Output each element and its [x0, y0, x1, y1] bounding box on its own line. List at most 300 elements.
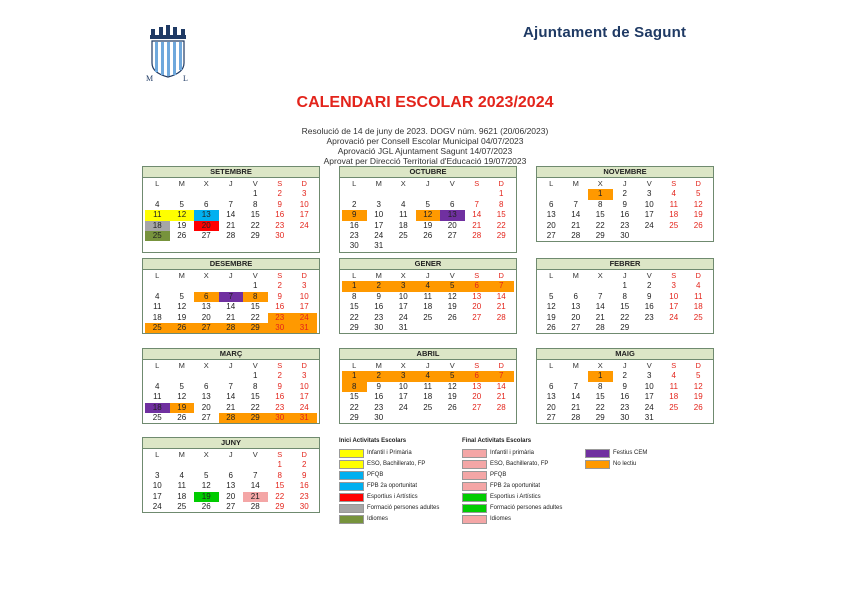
legend-label: No lectiu	[613, 461, 637, 467]
legend-swatch	[339, 460, 364, 469]
calendar-day: 10	[669, 291, 679, 301]
weekday-header: S	[474, 361, 480, 370]
calendar-day: 15	[250, 210, 260, 220]
calendar-day: 22	[496, 220, 506, 230]
calendar-day: 28	[571, 230, 581, 240]
weekday-header: L	[352, 179, 357, 188]
calendar-day: 19	[693, 392, 703, 402]
legend-label: Esportius i Artístics	[490, 494, 541, 500]
calendar-day-highlighted: 9	[342, 210, 367, 220]
month-setembre	[142, 166, 320, 253]
calendar-day: 10	[299, 199, 309, 209]
weekday-header: L	[549, 361, 554, 370]
calendar-day: 24	[152, 501, 162, 511]
calendar-day: 4	[155, 381, 160, 391]
calendar-day: 21	[571, 220, 581, 230]
calendar-day: 13	[546, 210, 556, 220]
weekday-header: M	[572, 271, 579, 280]
calendar-day: 27	[472, 402, 482, 412]
legend-swatch	[462, 460, 487, 469]
calendar-day: 5	[179, 199, 184, 209]
empty-day	[465, 323, 490, 333]
empty-day	[662, 323, 687, 333]
calendar-day: 12	[447, 381, 457, 391]
calendar-day-highlighted: 18	[145, 221, 170, 231]
calendar-day: 20	[546, 220, 556, 230]
calendar-day: 7	[573, 199, 578, 209]
calendar-day-highlighted: 31	[292, 323, 317, 333]
calendar-day: 11	[423, 381, 432, 391]
calendar-day: 28	[595, 322, 605, 332]
calendar-day: 9	[277, 199, 282, 209]
weekday-header: M	[375, 271, 382, 280]
calendar-day: 6	[549, 199, 554, 209]
weekday-header: L	[155, 361, 160, 370]
weekday-header: X	[203, 450, 209, 459]
weekday-header: J	[425, 271, 430, 280]
calendar-day: 3	[376, 199, 381, 209]
legend-label: Idiomes	[367, 516, 389, 522]
calendar-day: 15	[250, 302, 260, 312]
calendar-day-highlighted: 5	[440, 281, 465, 291]
calendar-day: 22	[250, 220, 260, 230]
legend-swatch	[585, 460, 610, 469]
calendar-day-highlighted: 4	[416, 371, 441, 381]
empty-day	[416, 189, 441, 199]
weekday-header: S	[671, 179, 677, 188]
meta-line-jgl: Aprovació JGL Ajuntament Sagunt 14/07/2023	[337, 146, 513, 156]
calendar-day: 20	[447, 220, 457, 230]
weekday-header: J	[425, 361, 430, 370]
calendar-day: 25	[693, 312, 703, 322]
empty-day	[489, 323, 514, 333]
calendar-day: 23	[644, 312, 654, 322]
weekday-header: X	[400, 271, 406, 280]
calendar-day: 29	[275, 501, 285, 511]
calendar-day-highlighted: 30	[268, 413, 293, 423]
weekday-header: M	[178, 179, 185, 188]
calendar-day: 16	[349, 220, 359, 230]
empty-day	[539, 371, 564, 381]
calendar-day-highlighted: 11	[145, 210, 170, 220]
weekday-header: D	[695, 179, 701, 188]
calendar-day: 21	[496, 302, 506, 312]
calendar-day: 5	[696, 189, 701, 199]
calendar-day: 30	[299, 501, 309, 511]
calendar-day: 3	[671, 281, 676, 291]
weekday-header: S	[474, 179, 480, 188]
calendar-day: 17	[398, 392, 408, 402]
weekday-header: X	[203, 361, 209, 370]
calendar-day: 14	[226, 210, 236, 220]
calendar-day: 3	[155, 470, 160, 480]
calendar-day: 27	[447, 230, 457, 240]
calendar-day: 18	[693, 302, 703, 312]
weekday-header: M	[375, 361, 382, 370]
empty-day	[539, 281, 564, 291]
calendar-day: 11	[153, 302, 162, 312]
calendar-day: 2	[277, 189, 282, 199]
calendar-day: 26	[201, 501, 211, 511]
calendar-day-highlighted: 8	[243, 292, 268, 302]
empty-day	[170, 189, 195, 199]
empty-day	[170, 281, 195, 291]
page-title: CALENDARI ESCOLAR 2023/2024	[296, 94, 554, 111]
calendar-day: 17	[669, 302, 679, 312]
calendar-day: 28	[496, 402, 506, 412]
calendar-day: 20	[201, 312, 211, 322]
calendar-day: 24	[398, 402, 408, 412]
calendar-day: 19	[447, 302, 457, 312]
calendar-day: 7	[228, 199, 233, 209]
legend-swatch	[339, 449, 364, 458]
calendar-day: 27	[226, 501, 236, 511]
calendar-day: 25	[398, 230, 408, 240]
calendar-day-highlighted: 23	[268, 313, 293, 323]
calendar-day: 22	[620, 312, 630, 322]
calendar-day: 2	[277, 281, 282, 291]
meta-line-resolution: Resolució de 14 de juny de 2023. DOGV núm. 9621 (20/06/2023)	[301, 126, 549, 136]
calendar-day: 10	[644, 199, 654, 209]
calendar-day-highlighted: 31	[292, 413, 317, 423]
empty-day	[145, 371, 170, 381]
legend-label: ESO, Bachillerato, FP	[367, 461, 426, 467]
legend-label: Festius CEM	[613, 450, 648, 456]
legend-swatch	[339, 515, 364, 524]
calendar-day: 9	[622, 381, 627, 391]
month-title: MAIG	[537, 349, 713, 360]
calendar-day: 20	[472, 392, 482, 402]
calendar-day: 29	[250, 230, 260, 240]
calendar-day: 10	[644, 381, 654, 391]
calendar-day: 19	[177, 312, 187, 322]
calendar-day: 4	[155, 291, 160, 301]
calendar-day: 21	[571, 402, 581, 412]
empty-day	[465, 189, 490, 199]
calendar-day: 4	[401, 199, 406, 209]
crest-letter-left: M	[146, 74, 154, 83]
calendar-day: 15	[250, 392, 260, 402]
calendar-day-highlighted: 1	[342, 281, 367, 291]
calendar-day: 16	[644, 302, 654, 312]
calendar-day: 16	[299, 481, 309, 491]
legend-label: PFQB	[490, 472, 507, 478]
calendar-day: 5	[179, 291, 184, 301]
calendar-day: 3	[647, 371, 652, 381]
calendar-day: 11	[423, 291, 432, 301]
empty-day	[391, 413, 416, 423]
calendar-day: 9	[277, 381, 282, 391]
calendar-day: 9	[277, 291, 282, 301]
empty-day	[292, 241, 317, 251]
weekday-header: S	[277, 271, 283, 280]
calendar-day: 14	[472, 210, 482, 220]
calendar-day-highlighted: 18	[145, 403, 170, 413]
calendar-day: 22	[250, 312, 260, 322]
calendar-day-highlighted: 13	[440, 210, 465, 220]
calendar-day: 25	[669, 220, 679, 230]
calendar-day: 23	[374, 312, 384, 322]
calendar-day: 10	[152, 481, 162, 491]
weekday-header: M	[178, 450, 185, 459]
calendar-day-highlighted: 1	[342, 371, 367, 381]
calendar-day: 9	[376, 381, 381, 391]
calendar-day: 5	[179, 381, 184, 391]
calendar-day: 1	[253, 189, 258, 199]
empty-day	[367, 189, 392, 199]
calendar-day: 23	[349, 230, 359, 240]
empty-day	[145, 189, 170, 199]
empty-day	[637, 231, 662, 241]
month-title: DESEMBRE	[143, 259, 319, 270]
weekday-header: S	[474, 271, 480, 280]
calendar-day: 26	[693, 220, 703, 230]
empty-day	[662, 413, 687, 423]
weekday-header: D	[695, 361, 701, 370]
weekday-header: X	[203, 271, 209, 280]
calendar-day-highlighted: 19	[170, 403, 195, 413]
weekday-header: D	[695, 271, 701, 280]
weekday-header: V	[646, 271, 652, 280]
empty-day	[588, 281, 613, 291]
month-marc	[142, 348, 320, 424]
empty-day	[489, 241, 514, 251]
calendar-day: 24	[644, 220, 654, 230]
empty-day	[342, 189, 367, 199]
weekday-header: D	[301, 361, 307, 370]
legend-swatch	[462, 471, 487, 480]
calendar-day: 15	[595, 210, 605, 220]
calendar-day: 14	[226, 302, 236, 312]
calendar-day: 26	[177, 230, 187, 240]
legend-swatch	[462, 504, 487, 513]
calendar-day: 12	[177, 302, 187, 312]
legend-label: FPB 2a oportunitat	[367, 483, 418, 489]
empty-day	[145, 281, 170, 291]
calendar-day: 19	[546, 312, 556, 322]
legend-label: PFQB	[367, 472, 384, 478]
weekday-header: J	[228, 271, 233, 280]
meta-line-direccio: Aprovat per Direcció Territorial d'Educació 19/07/2023	[323, 156, 527, 166]
empty-day	[243, 241, 268, 251]
calendar-day: 18	[423, 302, 433, 312]
calendar-day: 6	[573, 291, 578, 301]
calendar-day: 28	[472, 230, 482, 240]
calendar-day: 15	[496, 210, 506, 220]
calendar-day: 14	[595, 302, 605, 312]
calendar-day-highlighted: 4	[416, 281, 441, 291]
calendar-day: 12	[447, 291, 457, 301]
calendar-day: 2	[302, 460, 307, 470]
weekday-header: M	[572, 179, 579, 188]
weekday-header: V	[449, 361, 455, 370]
calendar-day-highlighted: 27	[194, 323, 219, 333]
empty-day	[219, 460, 244, 470]
weekday-header: L	[549, 179, 554, 188]
calendar-day: 18	[177, 491, 187, 501]
calendar-day-highlighted: 1	[588, 371, 613, 381]
calendar-day: 17	[299, 392, 309, 402]
empty-day	[416, 413, 441, 423]
calendar-day: 8	[499, 199, 504, 209]
calendar-day: 1	[253, 281, 258, 291]
legend-label: FPB 2a oportunitat	[490, 483, 541, 489]
empty-day	[219, 281, 244, 291]
calendar-day: 25	[423, 312, 433, 322]
calendar-day: 31	[644, 412, 654, 422]
calendar-day-highlighted: 25	[145, 231, 170, 241]
empty-day	[662, 231, 687, 241]
calendar-day: 15	[349, 392, 359, 402]
calendar-day: 25	[669, 402, 679, 412]
empty-day	[686, 231, 711, 241]
calendar-day: 5	[549, 291, 554, 301]
calendar-day: 4	[696, 281, 701, 291]
empty-day	[440, 323, 465, 333]
city-name: Ajuntament de Sagunt	[523, 24, 687, 41]
calendar-day: 14	[571, 210, 581, 220]
calendar-day: 21	[226, 312, 236, 322]
month-abril	[339, 348, 517, 424]
calendar-day: 18	[423, 392, 433, 402]
calendar-day: 15	[349, 302, 359, 312]
weekday-header: V	[252, 361, 258, 370]
weekday-header: M	[572, 361, 579, 370]
calendar-day: 9	[622, 199, 627, 209]
calendar-day: 30	[275, 230, 285, 240]
calendar-day: 30	[374, 322, 384, 332]
calendar-day: 2	[277, 371, 282, 381]
weekday-header: M	[178, 271, 185, 280]
month-title: FEBRER	[537, 259, 713, 270]
calendar-day: 13	[201, 392, 211, 402]
weekday-header: J	[228, 361, 233, 370]
legend-label: Infantil i primària	[490, 450, 535, 456]
calendar-day: 24	[299, 220, 309, 230]
empty-day	[292, 231, 317, 241]
calendar-day: 6	[450, 199, 455, 209]
calendar-day: 21	[472, 220, 482, 230]
calendar-day: 23	[620, 402, 630, 412]
calendar-day: 19	[423, 220, 433, 230]
weekday-header: D	[301, 179, 307, 188]
calendar-day: 14	[250, 481, 260, 491]
empty-day	[145, 241, 170, 251]
calendar-day: 1	[622, 281, 627, 291]
calendar-day-highlighted: 30	[268, 323, 293, 333]
calendar-day: 29	[349, 412, 359, 422]
calendar-day: 12	[201, 481, 211, 491]
calendar-day-highlighted: 7	[489, 281, 514, 291]
calendar-day: 10	[299, 291, 309, 301]
calendar-day: 7	[253, 470, 258, 480]
calendar-day: 18	[669, 392, 679, 402]
calendar-day: 23	[374, 402, 384, 412]
calendar-day: 28	[496, 312, 506, 322]
calendar-day-highlighted: 12	[416, 210, 441, 220]
calendar-day: 3	[302, 281, 307, 291]
legend-swatch	[462, 449, 487, 458]
calendar-day: 29	[620, 322, 630, 332]
empty-day	[194, 281, 219, 291]
calendar-day: 13	[472, 291, 482, 301]
calendar-day: 9	[376, 291, 381, 301]
empty-day	[145, 460, 170, 470]
calendar-day-highlighted: 24	[292, 313, 317, 323]
legend-label: ESO, Bachillerato, FP	[490, 461, 549, 467]
weekday-header: X	[597, 271, 603, 280]
calendar-day: 10	[398, 291, 408, 301]
weekday-header: V	[646, 361, 652, 370]
calendar-day-highlighted: 29	[243, 413, 268, 423]
calendar-day: 27	[201, 230, 211, 240]
empty-day	[243, 460, 268, 470]
calendar-day: 13	[571, 302, 581, 312]
empty-day	[465, 413, 490, 423]
empty-day	[686, 413, 711, 423]
calendar-day: 3	[302, 189, 307, 199]
empty-day	[539, 189, 564, 199]
calendar-day-highlighted: 12	[170, 210, 195, 220]
empty-day	[440, 189, 465, 199]
month-title: GENER	[340, 259, 516, 270]
calendar-day: 8	[598, 381, 603, 391]
calendar-day-highlighted: 3	[391, 281, 416, 291]
weekday-header: J	[622, 179, 627, 188]
calendar-day-highlighted: 21	[243, 492, 268, 502]
calendar-day-highlighted: 25	[145, 323, 170, 333]
calendar-day: 16	[374, 392, 384, 402]
empty-day	[489, 413, 514, 423]
month-octubre	[339, 166, 517, 253]
empty-day	[465, 241, 490, 251]
calendar-day: 22	[349, 402, 359, 412]
empty-day	[416, 241, 441, 251]
month-febrer	[536, 258, 714, 334]
calendar-day: 5	[696, 371, 701, 381]
empty-day	[268, 241, 293, 251]
calendar-day: 19	[447, 392, 457, 402]
calendar-day: 7	[598, 291, 603, 301]
calendar-day: 29	[595, 230, 605, 240]
empty-day	[440, 413, 465, 423]
legend-swatch	[339, 493, 364, 502]
legend-inici-title: Inici Activitats Escolars	[339, 438, 407, 444]
calendar-day: 10	[374, 210, 384, 220]
calendar-day: 21	[496, 392, 506, 402]
calendar-day: 25	[152, 412, 162, 422]
calendar-day: 28	[571, 412, 581, 422]
calendar-day: 1	[253, 371, 258, 381]
calendar-day: 17	[644, 392, 654, 402]
calendar-day: 20	[201, 402, 211, 412]
calendar-day: 27	[472, 312, 482, 322]
calendar-day: 14	[496, 381, 506, 391]
calendar-day: 7	[228, 381, 233, 391]
calendar-day: 30	[620, 412, 630, 422]
empty-day	[194, 371, 219, 381]
weekday-header: X	[203, 179, 209, 188]
weekday-header: X	[597, 179, 603, 188]
calendar-day: 30	[620, 230, 630, 240]
month-maig	[536, 348, 714, 424]
calendar-day: 23	[275, 402, 285, 412]
weekday-header: S	[277, 179, 283, 188]
calendar-day: 14	[571, 392, 581, 402]
calendar-day: 29	[595, 412, 605, 422]
calendar-day: 6	[204, 381, 209, 391]
calendar-day: 20	[472, 302, 482, 312]
